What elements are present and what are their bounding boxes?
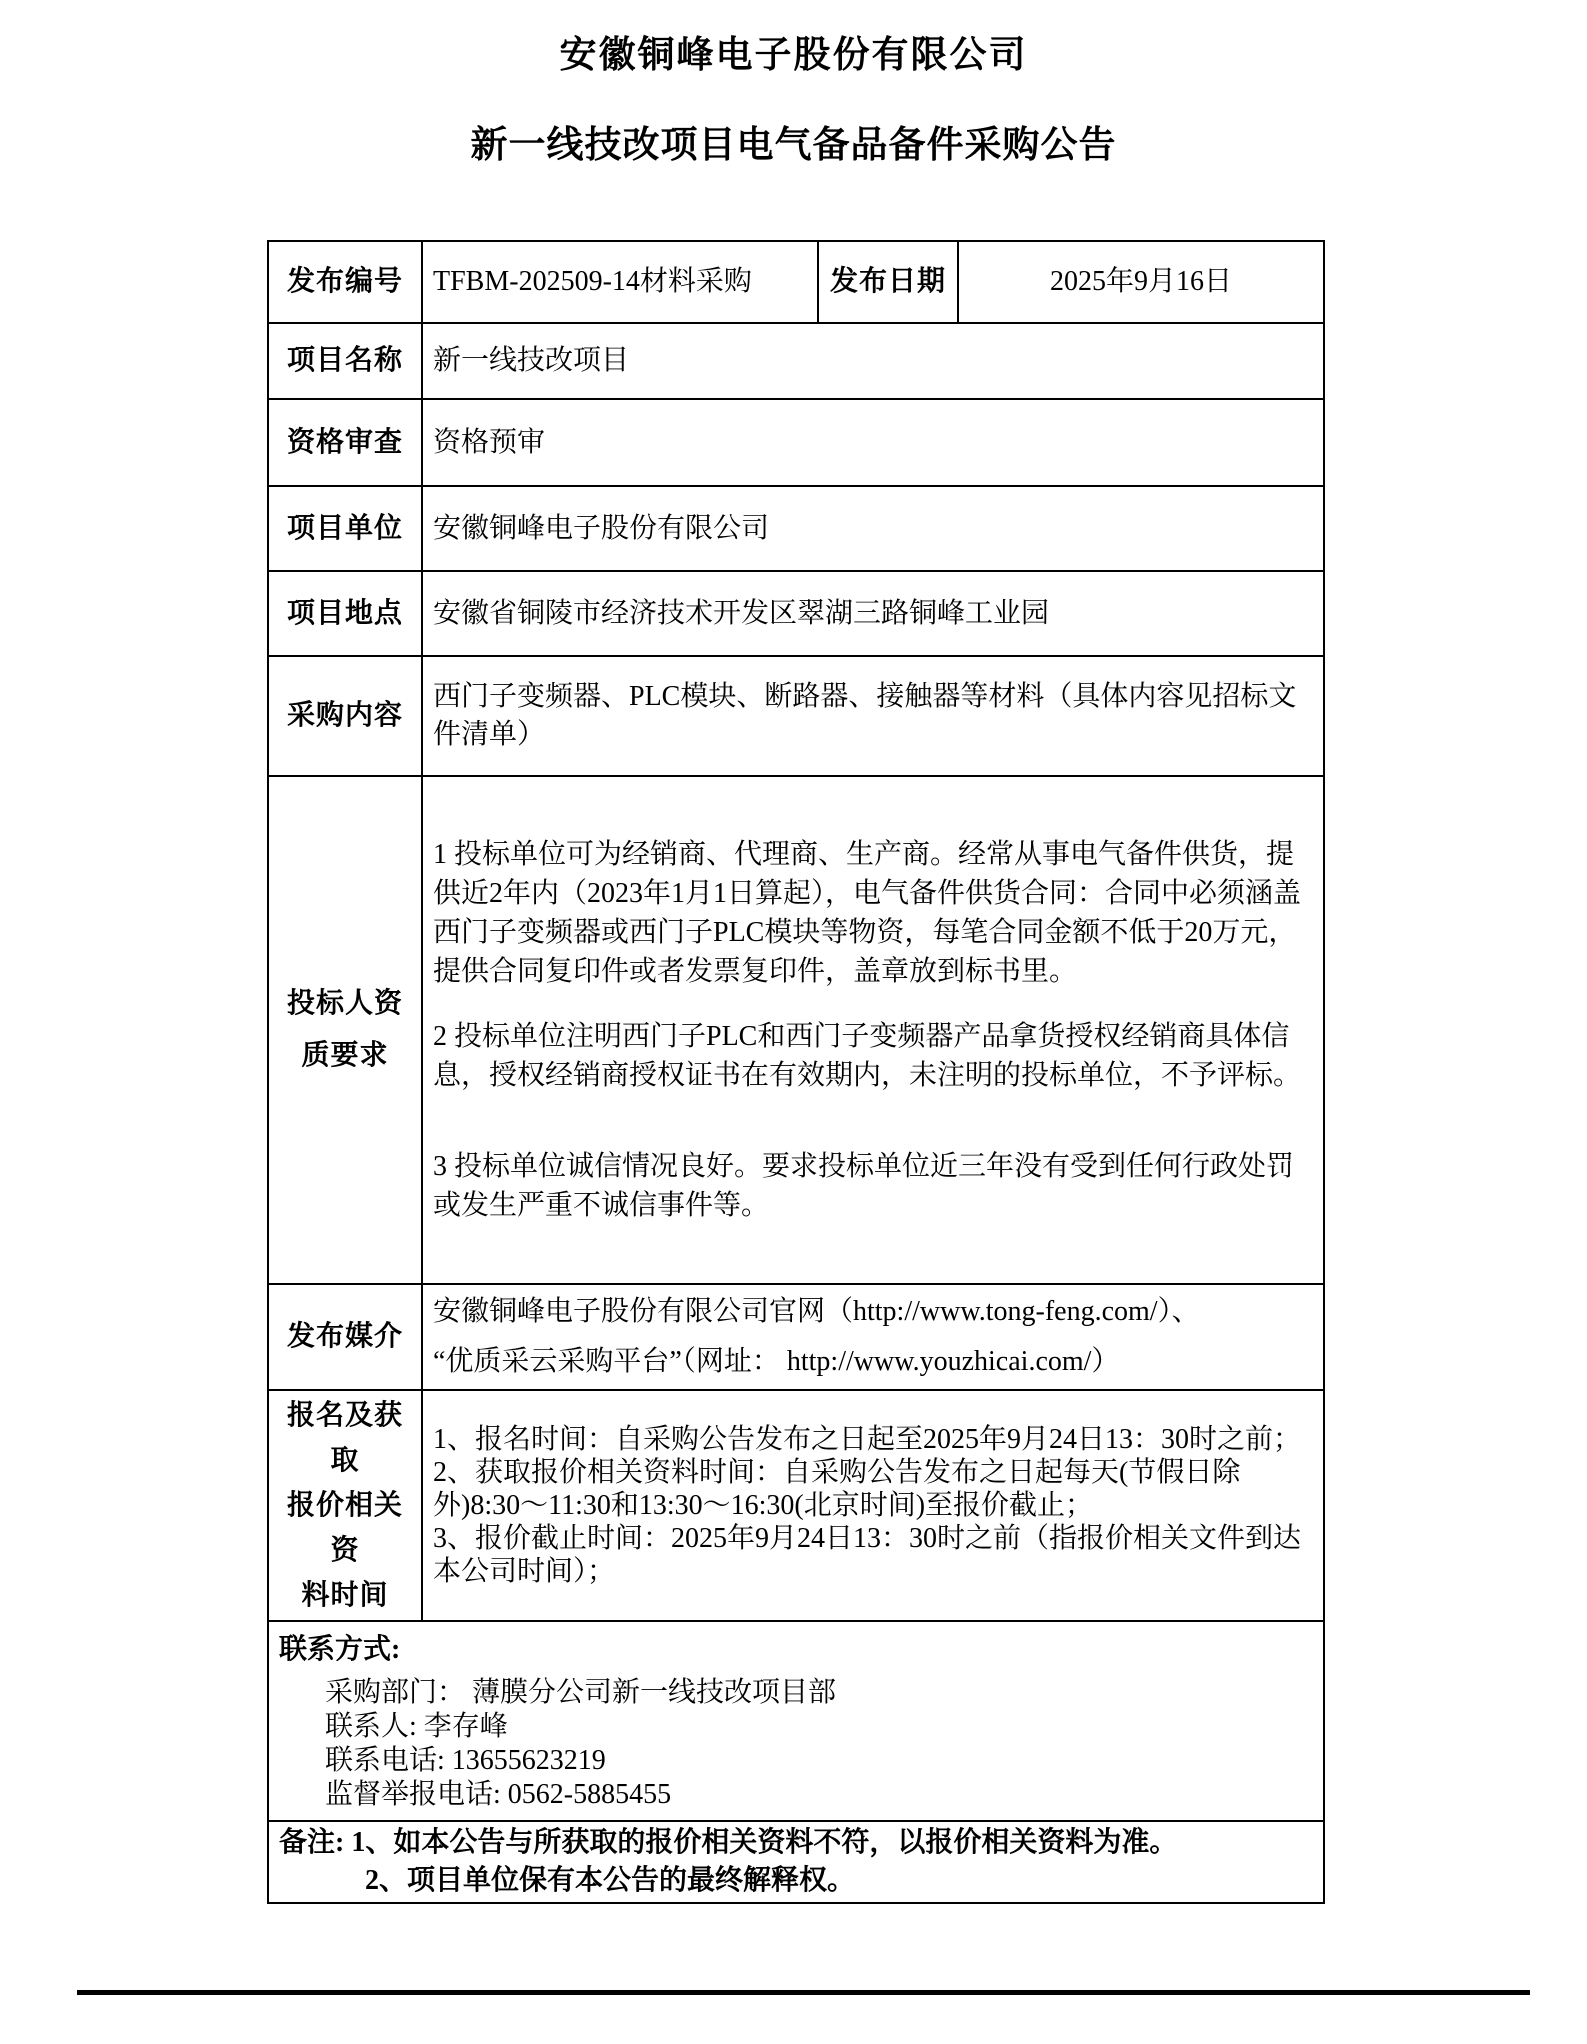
registration-schedule-label-line3: 料时间 <box>301 1580 389 1611</box>
row-publish-info <box>268 241 1324 323</box>
project-name-label: 项目名称 <box>268 323 422 399</box>
row-procurement-content <box>268 656 1324 776</box>
publish-media-line1: 安徽铜峰电子股份有限公司官网（http://www.tong-feng.com/）、 <box>433 1296 1200 1327</box>
registration-schedule-label-line1: 报名及获取 <box>286 1400 403 1476</box>
document-subtitle: 新一线技改项目电气备品备件采购公告 <box>470 124 1117 165</box>
bidder-qualification-content <box>422 776 1324 1284</box>
contact-person: 联系人: 李存峰 <box>325 1711 508 1742</box>
procurement-content-value: 西门子变频器、PLC模块、断路器、接触器等材料（具体内容见招标文件清单） <box>422 656 1324 776</box>
row-qualification-review <box>268 399 1324 486</box>
footer-divider <box>77 1990 1530 1995</box>
announcement-table <box>267 240 1325 1904</box>
publish-number-value: TFBM-202509-14材料采购 <box>422 241 818 323</box>
schedule-item-1: 1、报名时间：自采购公告发布之日起至2025年9月24日13：30时之前； <box>433 1424 1302 1455</box>
contact-department: 采购部门： 薄膜分公司新一线技改项目部 <box>325 1677 837 1708</box>
publish-number-label: 发布编号 <box>268 241 422 323</box>
project-unit-value: 安徽铜峰电子股份有限公司 <box>422 486 1324 571</box>
qualification-review-label: 资格审查 <box>268 399 422 486</box>
row-project-location <box>268 571 1324 656</box>
qualification-paragraph-1: 1 投标单位可为经销商、代理商、生产商。经常从事电气备件供货，提供近2年内（2023年1月1日算起），电气备件供货合同：合同中必须涵盖西门子变频器或西门子PLC模块等物资，每笔合同金额不低于20万元，提供合同复印件或者发票复印件，盖章放到标书里。 <box>433 839 1302 987</box>
project-name-value: 新一线技改项目 <box>422 323 1324 399</box>
qualification-paragraph-3: 3 投标单位诚信情况良好。要求投标单位近三年没有受到任何行政处罚或发生严重不诚信事件等。 <box>433 1151 1295 1221</box>
contact-lines <box>279 1676 1313 1812</box>
procurement-content-label: 采购内容 <box>268 656 422 776</box>
contact-phone: 联系电话: 13655623219 <box>325 1745 606 1776</box>
publish-date-label: 发布日期 <box>818 241 958 323</box>
schedule-item-2: 2、获取报价相关资料时间：自采购公告发布之日起每天(节假日除外)8:30～11:30和13:30～16:30(北京时间)至报价截止； <box>433 1457 1241 1521</box>
row-publish-media <box>268 1284 1324 1390</box>
remark-line-1: 备注: 1、如本公告与所获取的报价相关资料不符，以报价相关资料为准。 <box>279 1827 1178 1858</box>
qualification-paragraph-2: 2 投标单位注明西门子PLC和西门子变频器产品拿货授权经销商具体信息，授权经销商授权证书在有效期内，未注明的投标单位，不予评标。 <box>433 1021 1302 1091</box>
row-contact-info <box>268 1621 1324 1821</box>
row-project-name <box>268 323 1324 399</box>
contact-heading: 联系方式: <box>279 1634 401 1665</box>
publish-media-content <box>422 1284 1324 1390</box>
contact-supervision-phone: 监督举报电话: 0562-5885455 <box>325 1779 672 1810</box>
qualification-review-value: 资格预审 <box>422 399 1324 486</box>
publish-date-value: 2025年9月16日 <box>958 241 1324 323</box>
row-project-unit <box>268 486 1324 571</box>
publish-media-line2: “优质采云采购平台”（网址： http://www.youzhicai.com/） <box>433 1346 1120 1377</box>
remarks-cell <box>268 1821 1324 1903</box>
row-registration-schedule <box>268 1390 1324 1621</box>
document-title: 安徽铜峰电子股份有限公司 <box>559 34 1028 75</box>
remark-line-2: 2、项目单位保有本公告的最终解释权。 <box>365 1865 856 1896</box>
registration-schedule-label <box>268 1390 422 1621</box>
schedule-item-3: 3、报价截止时间：2025年9月24日13：30时之前（指报价相关文件到达本公司时间）； <box>433 1523 1302 1587</box>
project-location-value: 安徽省铜陵市经济技术开发区翠湖三路铜峰工业园 <box>422 571 1324 656</box>
contact-info-cell <box>268 1621 1324 1821</box>
row-bidder-qualification <box>268 776 1324 1284</box>
row-remarks <box>268 1821 1324 1903</box>
publish-media-label: 发布媒介 <box>268 1284 422 1390</box>
registration-schedule-content <box>422 1390 1324 1621</box>
bidder-qualification-label <box>268 776 422 1284</box>
bidder-qualification-label-line1: 投标人资 <box>286 988 403 1019</box>
bidder-qualification-label-line2: 质要求 <box>301 1040 389 1071</box>
project-unit-label: 项目单位 <box>268 486 422 571</box>
project-location-label: 项目地点 <box>268 571 422 656</box>
registration-schedule-label-line2: 报价相关资 <box>286 1490 403 1566</box>
